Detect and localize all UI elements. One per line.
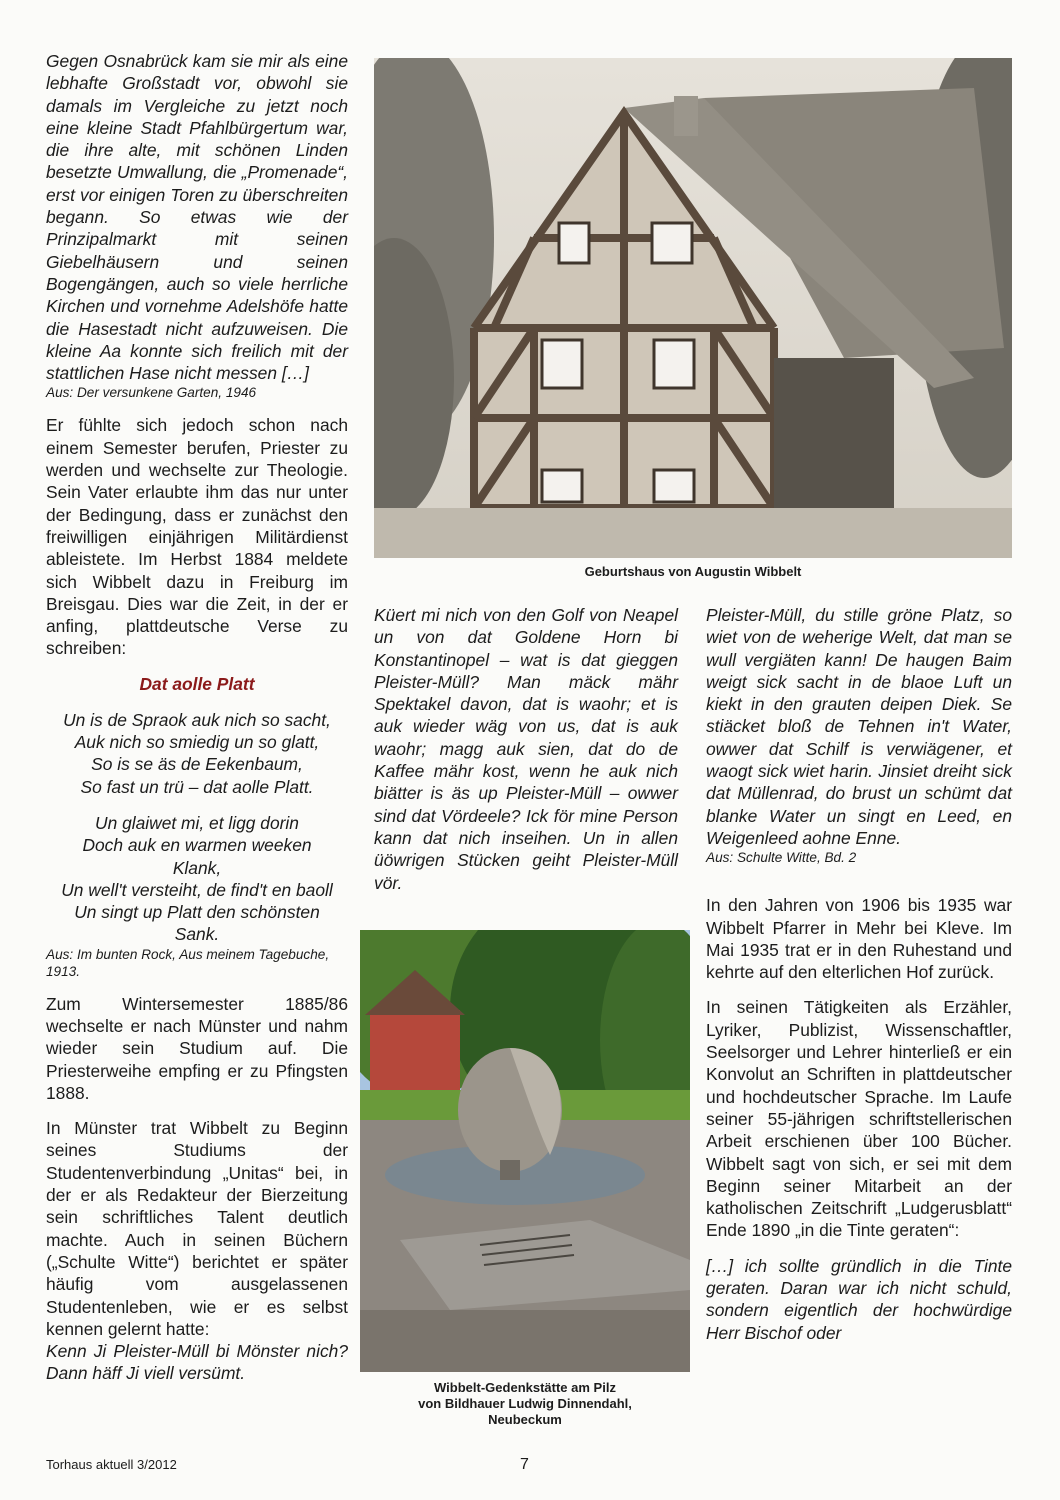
paragraph-pfarrer-mehr: In den Jahren von 1906 bis 1935 war Wibbelt Pfarrer in Mehr bei Kleve. Im Mai 1935 trat er in den Ruhestand und kehrte auf den elterlichen Hof zurück.	[706, 895, 1012, 983]
poem-line: Auk nich so smiedig un so glatt,	[74, 732, 320, 753]
poem-stanza-1	[46, 709, 348, 798]
paragraph-taetigkeiten: In seinen Tätigkeiten als Erzähler, Lyriker, Publizist, Wissenschaftler, Seelsorger und Lehrer hinterließ er ein Konvolut an Schriften in plattdeutscher und hochdeutscher Sprache. Im Laufe seiner 55-jährigen schriftstellerischen Arbeit erschienen über 100 Bücher. Wibbelt sagt von sich, er sei mit dem Beginn seiner Mitarbeit an der katholischen Zeitschrift „Ludgerusblatt“ Ende 1890 „in die Tinte geraten“:	[706, 997, 1012, 1241]
paragraph-wintersemester: Zum Wintersemester 1885/86 wechselte er nach Münster und nahm wieder sein Studium auf. Die Priesterweihe empfing er zu Pfingsten 1888.	[46, 993, 348, 1103]
poem-line: Un glaiwet mi, et ligg dorin	[95, 812, 299, 833]
poem-line: Doch auk en warmen weeken	[82, 835, 312, 856]
source-schulte-witte: Aus: Schulte Witte, Bd. 2	[706, 850, 857, 866]
poem-line: Un singt up Platt den schönsten	[74, 902, 320, 923]
right-column	[706, 604, 1012, 1344]
poem-stanza-2	[46, 812, 348, 946]
left-column	[46, 50, 348, 1385]
paragraph-theologie: Er fühlte sich jedoch schon nach einem Semester berufen, Priester zu werden und wechselte zur Theologie. Sein Vater erlaubte ihm das nur unter der Bedingung, dass er zunächst den freiwilligen einjährigen Militärdienst ableistete. Im Herbst 1884 meldete sich Wibbelt dazu in Freiburg im Breisgau. Dies war die Zeit, in der er anfing, plattdeutsche Verse zu schreiben:	[46, 415, 348, 659]
middle-column	[374, 604, 678, 894]
paragraph-unitas: In Münster trat Wibbelt zu Beginn seines Studiums der Studentenverbindung „Unitas“ bei, in der er als Redakteur der Bierzeitung sein schriftliches Talent deutlich machte. Auch in seinen Büchern („Schulte Witte“) berichtet er später häufig vom ausgelassenen Studentenleben, wie er es selbst kennen gelernt hatte:	[46, 1118, 348, 1339]
poem-line: So fast un trü – dat aolle Platt.	[80, 776, 314, 797]
poem-line: Un is de Spraok auk nich so sacht,	[63, 709, 331, 730]
caption-line: Neubeckum	[488, 1412, 562, 1427]
quote-osnabrueck: Gegen Osnabrück kam sie mir als eine lebhafte Großstadt vor, obwohl sie damals im Vergleiche zu jetzt noch eine kleine Stadt Pfahlbürgertum war, die ihre alte, mit schönen Linden besetzte Umwallung, die „Promenade“, erst vor einigen Toren zu überschreiten begann. So etwas wie der Prinzipalmarkt mit seinen Giebelhäusern und seinen Bogengängen, auch so viele herrliche Kirchen und vornehme Adelshöfe hatte die Hasestadt nicht aufzuweisen. Die kleine Aa konnte sich freilich mit der stattlichen Hase nicht messen […]	[46, 51, 348, 384]
quote-tinte: […] ich sollte gründlich in die Tinte geraten. Daran war ich nicht schuld, sondern eigentlich der hochwürdige Herr Bischof oder	[706, 1255, 1012, 1343]
quote-pleister-muell-platz: Pleister-Müll, du stille gröne Platz, so wiet von de weherige Welt, dat man se wull vergiäten kann! De haugen Baim weigt sick sacht in de blaoe Luft un kiekt in den grauten deipen Diek. Se stiäcket bloß de Tehnen in't Water, owwer dat Schilf is verwiägener, et waogt sick wiet harin. Jinsiet dreiht sick dat Müllenrad, do brust un schümt dat blanke Water un singt en Leed, en Weigenleed aohne Enne.	[706, 605, 1012, 848]
caption-gedenkstaette	[360, 1380, 690, 1428]
poem-title: Dat aolle Platt	[139, 673, 255, 694]
quote-pleister-muell: Kenn Ji Pleister-Müll bi Mönster nich? Dann häff Ji viell versümt.	[46, 1341, 348, 1384]
memorial-sculpture-image	[360, 930, 690, 1372]
quote-golf-von-neapel: Küert mi nich von den Golf von Neapel un von dat Goldene Horn bi Konstantinopel – wat is dat gieggen Pleister-Müll? Man mäck mähr Spektakel davon, dat is waohr; et is auk wieder wäg von us, dat is auk waohr; magg auk sien, dat do de Kaffee mähr kost, wenn he auk nich biätter is äs up Pleister-Müll – owwer sind dat Vördeele? Ick för mine Person kann dat nich inseihen. Un in allen üöwrigen Stücken geiht Pleister-Müll vör.	[374, 605, 678, 893]
page-number: 7	[520, 1456, 529, 1473]
poem-line: Un well't versteiht, de find't en baoll	[61, 879, 333, 900]
caption-line: Wibbelt-Gedenkstätte am Pilz	[434, 1380, 616, 1395]
source-versunkene-garten: Aus: Der versunkene Garten, 1946	[46, 385, 257, 401]
caption-line: von Bildhauer Ludwig Dinnendahl,	[418, 1396, 632, 1411]
publication-footer: Torhaus aktuell 3/2012	[46, 1457, 177, 1472]
poem-line: Klank,	[172, 857, 222, 878]
source-bunten-rock: Aus: Im bunten Rock, Aus meinem Tagebuche, 1913.	[46, 946, 330, 979]
photo-gedenkstaette	[360, 930, 690, 1372]
caption-geburtshaus: Geburtshaus von Augustin Wibbelt	[584, 564, 802, 579]
poem-line: Sank.	[174, 924, 220, 945]
photo-geburtshaus	[374, 58, 1012, 558]
half-timbered-house-image	[374, 58, 1012, 558]
poem-line: So is se äs de Eekenbaum,	[91, 754, 303, 775]
